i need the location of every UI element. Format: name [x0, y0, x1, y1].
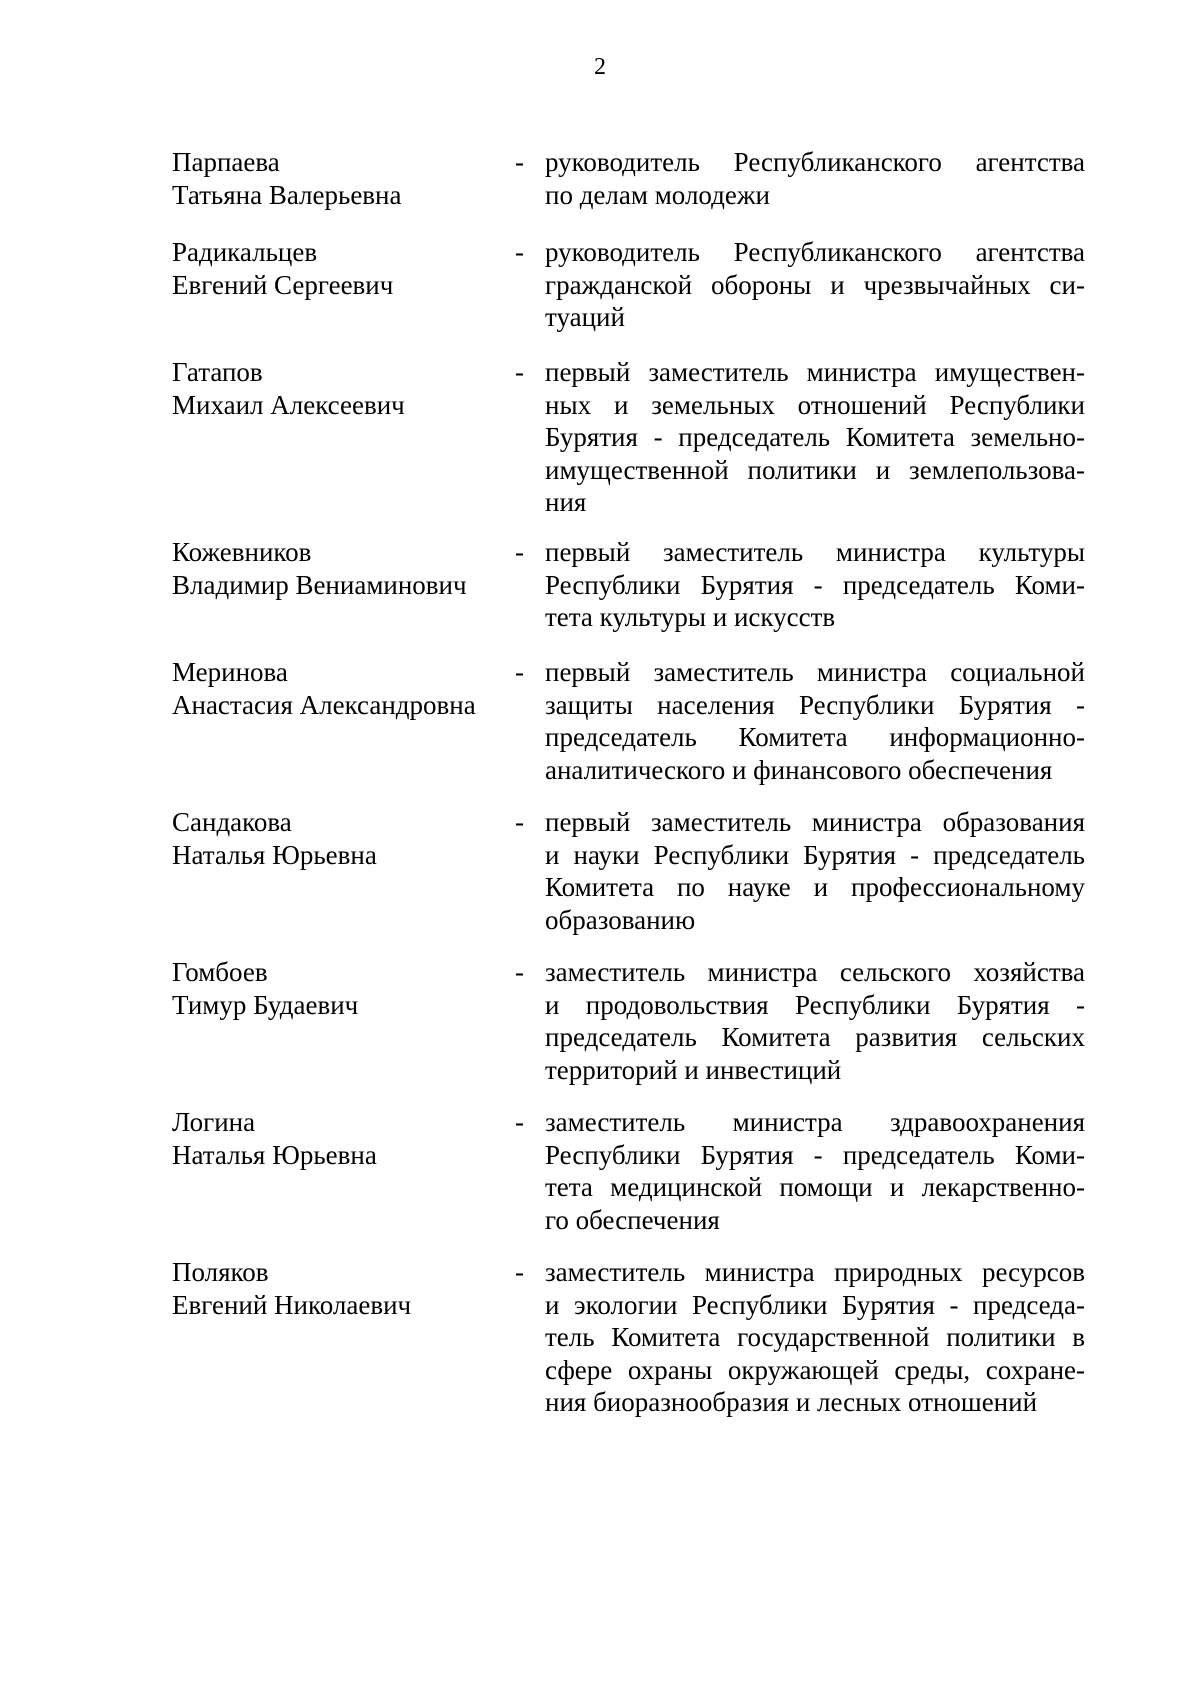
position-line: председатель Комитета информационно-: [545, 722, 1085, 752]
person-name: [172, 656, 512, 721]
position-description: [545, 236, 1085, 334]
position-line: тета медицинской помощи и лекарственно-: [545, 1172, 1085, 1202]
surname: Меринова: [172, 657, 288, 687]
surname: Гатапов: [172, 357, 263, 387]
surname: Гомбоев: [172, 957, 268, 987]
person-name: [172, 356, 512, 421]
position-line: первый заместитель министра социальной: [545, 657, 1085, 687]
position-line: защиты населения Республики Бурятия -: [545, 689, 1085, 720]
position-description: [545, 1256, 1085, 1419]
position-description: [545, 806, 1085, 936]
dash-separator: -: [515, 357, 524, 387]
position-description: [545, 1106, 1085, 1236]
position-line: Республики Бурятия - председатель Коми-: [545, 569, 1085, 600]
position-line: ния биоразнообразия и лесных отношений: [545, 1387, 1038, 1417]
person-name: [172, 236, 512, 301]
position-description: [545, 356, 1085, 519]
dash-separator: -: [515, 147, 524, 177]
position-line: сфере охраны окружающей среды, сохране-: [545, 1354, 1085, 1385]
position-line: по делам молодежи: [545, 179, 770, 210]
position-line: аналитического и финансового обеспечения: [545, 754, 1053, 785]
position-description: [545, 956, 1085, 1086]
given-names: Тимур Будаевич: [172, 989, 359, 1020]
surname: Парпаева: [172, 147, 280, 177]
dash-separator: -: [515, 237, 524, 267]
given-names: Анастасия Александровна: [172, 689, 476, 720]
position-line: и продовольствия Республики Бурятия -: [545, 989, 1085, 1020]
position-line: территорий и инвестиций: [545, 1054, 842, 1085]
position-line: Бурятия - председатель Комитета земельно-: [545, 422, 1085, 452]
position-line: первый заместитель министра культуры: [545, 537, 1085, 567]
position-line: тель Комитета государственной политики в: [545, 1322, 1085, 1352]
position-line: ных и земельных отношений Республики: [545, 389, 1085, 420]
dash-separator: -: [515, 537, 524, 567]
given-names: Михаил Алексеевич: [172, 389, 405, 420]
position-line: председатель Комитета развития сельских: [545, 1022, 1085, 1052]
position-description: [545, 146, 1085, 211]
position-description: [545, 536, 1085, 634]
person-name: [172, 1106, 512, 1171]
position-line: заместитель министра сельского хозяйства: [545, 957, 1085, 987]
position-line: имущественной политики и землепользова-: [545, 454, 1085, 485]
person-name: [172, 146, 512, 211]
position-line: тета культуры и искусств: [545, 602, 836, 632]
person-name: [172, 536, 512, 601]
position-description: [545, 656, 1085, 786]
dash-separator: -: [515, 1107, 524, 1137]
position-line: Комитета по науке и профессиональному: [545, 872, 1085, 902]
surname: Радикальцев: [172, 237, 318, 267]
position-line: руководитель Республиканского агентства: [545, 147, 1085, 177]
position-line: ния: [545, 487, 587, 517]
position-line: туаций: [545, 302, 625, 332]
page-number: 2: [594, 54, 606, 80]
position-line: руководитель Республиканского агентства: [545, 237, 1085, 267]
given-names: Владимир Вениаминович: [172, 569, 467, 600]
dash-separator: -: [515, 957, 524, 987]
surname: Кожевников: [172, 537, 312, 567]
given-names: Евгений Сергеевич: [172, 269, 394, 300]
person-name: [172, 956, 512, 1021]
given-names: Татьяна Валерьевна: [172, 179, 402, 210]
position-line: заместитель министра здравоохранения: [545, 1107, 1085, 1137]
position-line: первый заместитель министра имуществен-: [545, 357, 1085, 387]
position-line: и экологии Республики Бурятия - председа-: [545, 1289, 1085, 1320]
dash-separator: -: [515, 807, 524, 837]
position-line: заместитель министра природных ресурсов: [545, 1257, 1085, 1287]
person-name: [172, 806, 512, 871]
position-line: первый заместитель министра образования: [545, 807, 1085, 837]
dash-separator: -: [515, 657, 524, 687]
given-names: Наталья Юрьевна: [172, 839, 377, 870]
position-line: Республики Бурятия - председатель Коми-: [545, 1139, 1085, 1170]
given-names: Евгений Николаевич: [172, 1289, 412, 1320]
person-name: [172, 1256, 512, 1321]
given-names: Наталья Юрьевна: [172, 1139, 377, 1170]
surname: Логина: [172, 1107, 256, 1137]
position-line: и науки Республики Бурятия - председатель: [545, 839, 1085, 870]
surname: Поляков: [172, 1257, 269, 1287]
position-line: го обеспечения: [545, 1204, 720, 1235]
dash-separator: -: [515, 1257, 524, 1287]
position-line: гражданской обороны и чрезвычайных си-: [545, 269, 1085, 300]
surname: Сандакова: [172, 807, 292, 837]
position-line: образованию: [545, 904, 696, 935]
